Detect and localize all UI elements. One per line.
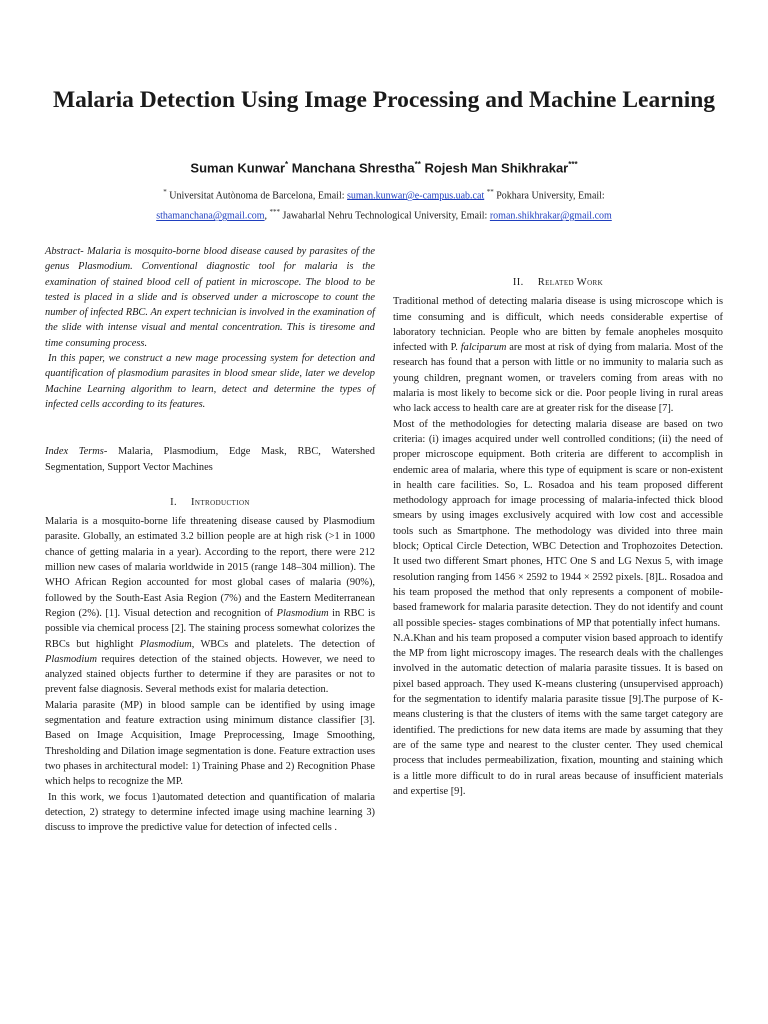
author-name: Manchana Shrestha	[291, 160, 415, 176]
index-terms-label: Index Terms-	[45, 446, 108, 458]
email-link[interactable]: suman.kunwar@e-campus.uab.cat	[347, 190, 485, 202]
abstract-paragraph: Abstract- Malaria is mosquito-borne blood disease caused by parasites of the genus Plasmodium. Conventional diagnostic tool for malaria is the examination of stained blood cell of patient in microscope. The blood to be tested is placed in a slide and is observed under a microscope to count the number of infected RBC. An expert technician is involved in the examination of the slide with intense visual and mental concentration. This is tiresome and time consuming process.	[45, 246, 375, 349]
author-name: Suman Kunwar	[190, 160, 286, 176]
text-run: in RBC is possible via chemical process [2]. The staining process somewhat colorizes the RBCs but highlight	[45, 607, 375, 650]
body-paragraph: In this work, we focus 1)automated detection and quantification of malaria detection, 2) strategy to determine infected image using machine learning 3) discuss to improve the predictive value for detection of infected cells .	[45, 791, 375, 834]
author-name: Rojesh Man Shikhrakar	[424, 160, 569, 176]
author-mark: **	[414, 160, 421, 169]
italic-term: falciparum	[460, 342, 507, 354]
affiliation-text: Pokhara University, Email:	[493, 190, 605, 202]
body-paragraph: Malaria parasite (MP) in blood sample can be identified by using image segmentation and feature extraction using minimum distance classifier [3]. Based on Image Acquisition, Image Preprocessing, Image Smoothing, Thresholding and Dilation image segmentation is done. Feature extraction uses two phases in architectural model: 1) Training Phase and 2) Recognition Phase which helps to recognize the MP.	[45, 699, 375, 788]
right-column	[393, 275, 723, 799]
index-terms	[45, 444, 375, 475]
abstract	[45, 244, 375, 412]
affiliation-mark: ***	[269, 208, 281, 217]
affiliation-text: Universitat Autònoma de Barcelona, Email:	[166, 190, 347, 202]
author-mark: ***	[568, 160, 578, 169]
text-run: , WBCs and platelets. The detection of	[191, 638, 375, 650]
affiliations	[100, 184, 668, 225]
index-terms-text: Malaria, Plasmodium, Edge Mask, RBC, Watershed Segmentation, Support Vector Machines	[45, 446, 375, 473]
paper-title: Malaria Detection Using Image Processing and Machine Learning	[52, 87, 716, 113]
affiliation-separator: ,	[264, 210, 270, 222]
body-paragraph	[393, 294, 723, 416]
section-title: Introduction	[191, 496, 250, 508]
section-title: Related Work	[537, 277, 604, 288]
author-list	[40, 160, 728, 175]
text-run: requires detection of the stained objects. However, we need to analyzed stained objects further to determine if they are parasites or not to prevent false diagnosis. Several methods exist for malaria detection.	[45, 653, 375, 696]
affiliation-text: Jawaharlal Nehru Technological University, Email:	[280, 210, 490, 222]
affiliation-mark: **	[486, 188, 494, 196]
section-number: II.	[512, 277, 524, 288]
abstract-paragraph: In this paper, we construct a new mage processing system for detection and quantification of plasmodium parasites in blood smear slide, later we develop Machine Learning algorithm to learn, detect and determine the types of infected cells according to its features.	[45, 353, 375, 410]
email-link[interactable]: roman.shikhrakar@gmail.com	[489, 210, 612, 222]
italic-term: Plasmodium	[139, 638, 192, 650]
section-heading-introduction	[45, 495, 375, 510]
body-paragraph	[45, 514, 375, 698]
text-run: Traditional method of detecting malaria disease is using microscope which is time consuming and is difficult, which needs considerable expertise of laboratory technician. People who are bitten by female anopheles mosquito infected with P.	[393, 296, 723, 354]
text-run: are most at risk of dying from malaria. Most of the research has found that a person with little or no immunity to malaria such as young children, pregnant women, or travelers coming from areas with no malaria is most likely to become sick or die. Poor people living in rural areas who lack access to health care are at greater risk for the disease [7].	[393, 342, 723, 415]
email-link[interactable]: sthamanchana@gmail.com	[156, 210, 265, 222]
body-paragraph: N.A.Khan and his team proposed a computer vision based approach to identify the MP from light microscopy images. The research deals with the challenges involved in the automatic detection of malaria parasite tissues. It is based on pixel based approach. They used K-means clustering (unsupervised approach) for the segmentation to identify malaria parasite tissue [9].The purpose of K-means clustering is that the clusters of items with the same target category are identified. The predictions for new data items are made by assuming that they are of the same type and nearest to the cluster center. They used chemical process that includes permeabilization, fixation, mounting and staining which is a little more difficult to do in rural areas because of insufficient materials and expertise [9].	[393, 632, 723, 797]
section-heading-related-work	[393, 275, 723, 290]
body-paragraph: Most of the methodologies for detecting malaria disease are based on two criteria: (i) images acquired under well controlled conditions; (ii) the need of proper microscope equipment. Both criteria are different to accomplish in endemic area of malaria, where this type of equipment is scare or non-existent in health care facilities. So, L. Rosadoa and his team proposed different methodology approach for image processing of malaria-infected thick blood smears by using images exclusively acquired with low cost and accessible tools such as Smartphone. The methodology was divided into three main block; Optical Circle Detection, WBC Detection and Trophozoites Detection. It used two different Smart phones, HTC One S and LG Nexus 5, with image resolution ranging from 1456 × 2592 to 1944 × 2592 pixels. [8]L. Rosadoa and his team proposed the method that only represents a component of mobile-based framework for malaria parasite detection. They do not identify and count all possible species- stages combinations of MP that potentially infect humans.	[393, 418, 723, 629]
italic-term: Plasmodium	[45, 653, 97, 665]
text-run: Malaria is a mosquito-borne life threatening disease caused by Plasmodium parasite. Globally, an estimated 3.2 billion people are at high risk (>1 in 1000 chance of getting malaria in a year). According to the report, there were 212 million new cases of malaria worldwide in 2015 (range 148–304 million). The WHO African Region accounted for most global cases of malaria (90%), followed by the South-East Asia Region (7%) and the Eastern Mediterranean Region (2%). [1]. Visual detection and recognition of	[45, 516, 375, 619]
left-column	[45, 244, 375, 835]
affiliation-mark: *	[163, 188, 167, 196]
author-mark: *	[285, 160, 289, 169]
section-number: I.	[170, 496, 178, 508]
italic-term: Plasmodium	[276, 607, 329, 619]
